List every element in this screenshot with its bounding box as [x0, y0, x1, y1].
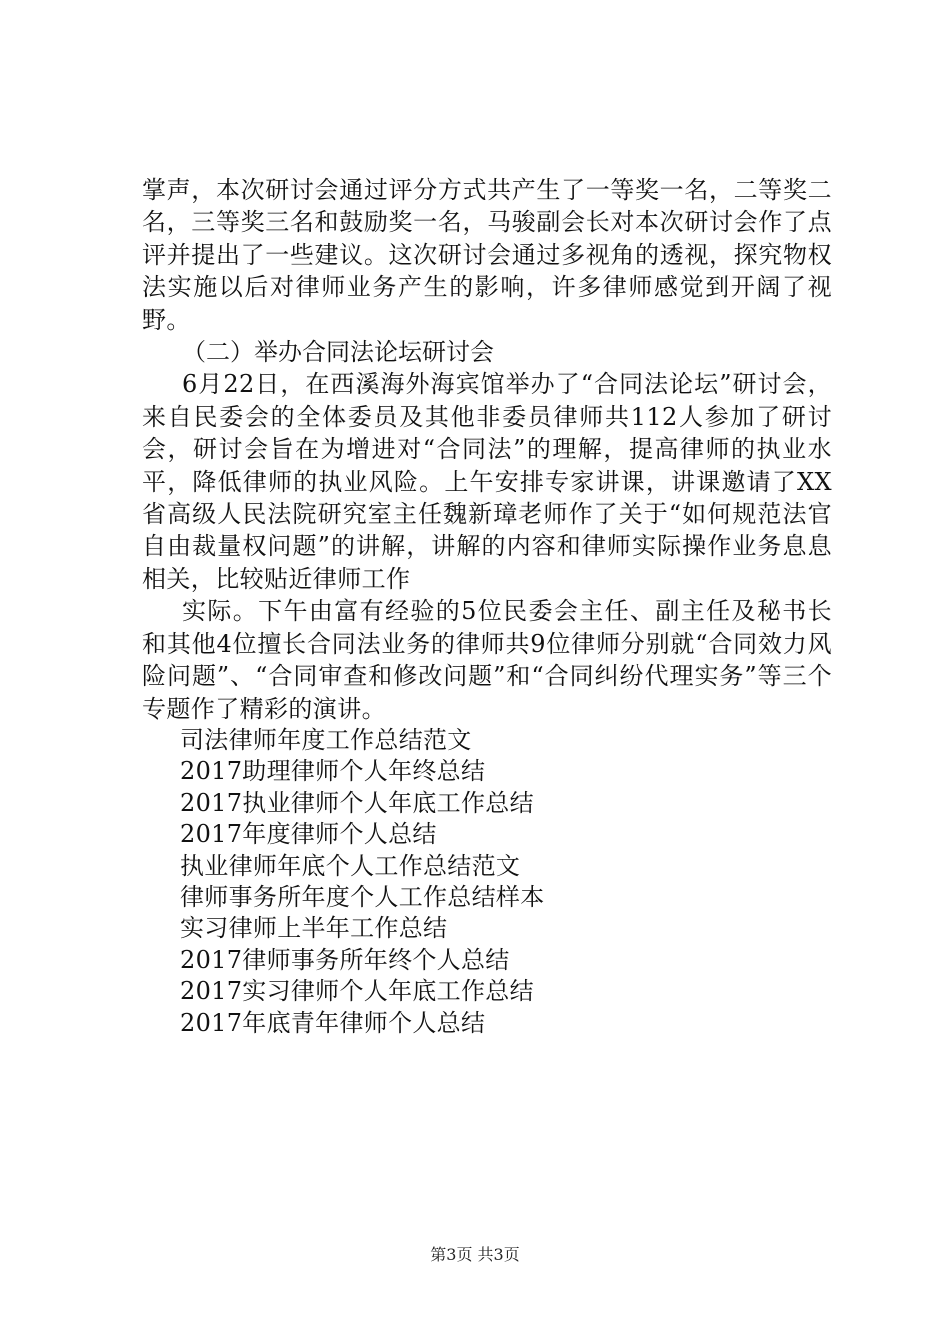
- related-article-link[interactable]: 2017年底青年律师个人总结: [180, 1008, 486, 1037]
- document-body: [142, 174, 832, 1039]
- related-article-link[interactable]: 2017实习律师个人年底工作总结: [180, 977, 534, 1006]
- related-article-link[interactable]: 执业律师年底个人工作总结范文: [180, 851, 521, 880]
- paragraph-awards-summary: 掌声，本次研讨会通过评分方式共产生了一等奖一名，二等奖二名，三等奖三名和鼓励奖一名，马骏副会长对本次研讨会作了点评并提出了一些建议。这次研讨会通过多视角的透视，探究物权法实施以后对律师业务产生的影响，许多律师感觉到开阔了视野。: [142, 176, 832, 334]
- related-article-link[interactable]: 2017律师事务所年终个人总结: [180, 945, 510, 974]
- section-heading-contract-law-forum: （二）举办合同法论坛研讨会: [182, 338, 494, 367]
- paragraph-contract-law-forum: 6月22日，在西溪海外海宾馆举办了“合同法论坛”研讨会，来自民委会的全体委员及其他非委员律师共112人参加了研讨会，研讨会旨在为增进对“合同法”的理解，提高律师的执业水平，降低律师的执业风险。上午安排专家讲课，讲课邀请了XX省高级人民法院研究室主任魏新璋老师作了关于“如何规范法官自由裁量权问题”的讲解，讲解的内容和律师实际操作业务息息相关，比较贴近律师工作: [142, 370, 832, 593]
- related-articles-list: [142, 725, 832, 1039]
- paragraph-afternoon-speeches: 实际。下午由富有经验的5位民委会主任、副主任及秘书长和其他4位擅长合同法业务的律师共9位律师分别就“合同效力风险问题”、“合同审查和修改问题”和“合同纠纷代理实务”等三个专题作了精彩的演讲。: [142, 597, 832, 723]
- related-article-link[interactable]: 2017年度律师个人总结: [180, 820, 437, 849]
- related-article-link[interactable]: 2017助理律师个人年终总结: [180, 757, 486, 786]
- page-number-footer: 第3页 共3页: [430, 1245, 520, 1264]
- related-article-link[interactable]: 司法律师年度工作总结范文: [180, 725, 472, 754]
- related-article-link[interactable]: 律师事务所年度个人工作总结样本: [180, 882, 545, 911]
- related-article-link[interactable]: 实习律师上半年工作总结: [180, 914, 448, 943]
- related-article-link[interactable]: 2017执业律师个人年底工作总结: [180, 788, 534, 817]
